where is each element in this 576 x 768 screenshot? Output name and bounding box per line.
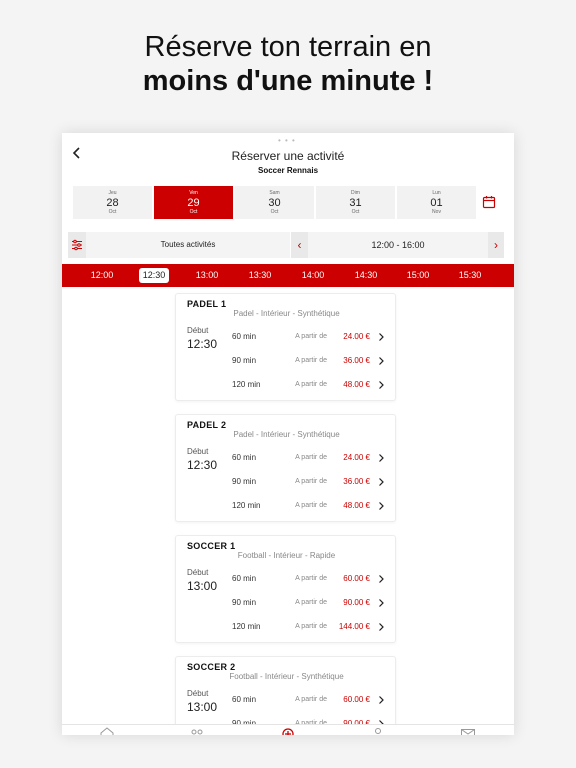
day-name: Ven [189, 190, 198, 196]
chevron-right-icon [378, 622, 385, 632]
time-range-prev-button[interactable]: ‹ [291, 232, 308, 258]
price: 36.00 € [343, 356, 370, 365]
price-prefix: A partir de [295, 357, 327, 364]
duration-label: 60 min [232, 453, 257, 462]
court-details: Football - Intérieur - Rapide [237, 551, 336, 560]
price-prefix: A partir de [295, 333, 327, 340]
day-item[interactable] [397, 186, 476, 219]
price-prefix: A partir de [295, 599, 327, 606]
duration-label: 120 min [232, 501, 261, 510]
profile-icon[interactable] [370, 725, 386, 735]
chevron-right-icon [378, 574, 385, 584]
hero [0, 30, 576, 98]
day-number: 30 [268, 197, 281, 209]
price: 90.00 € [343, 598, 370, 607]
day-number: 28 [106, 197, 119, 209]
hero-title-line2: moins d'une minute ! [142, 65, 434, 97]
time-slot[interactable]: 15:00 [406, 270, 430, 280]
price-prefix: A partir de [295, 696, 327, 703]
day-name: Sam [269, 190, 280, 196]
chevron-right-icon [378, 332, 385, 342]
home-icon[interactable] [99, 725, 115, 735]
day-selector [73, 186, 476, 219]
time-range-label: 12:00 - 16:00 [308, 232, 488, 258]
time-slot[interactable]: 14:30 [354, 270, 378, 280]
duration-label: 90 min [232, 598, 257, 607]
duration-option[interactable] [176, 451, 397, 465]
app-screen [62, 133, 514, 735]
day-item[interactable] [73, 186, 152, 219]
price-prefix: A partir de [295, 478, 327, 485]
time-slot[interactable]: 13:30 [248, 270, 272, 280]
time-slot-selected[interactable]: 12:30 [139, 268, 169, 283]
duration-option[interactable] [176, 499, 397, 513]
duration-option[interactable] [176, 693, 397, 707]
court-name: PADEL 1 [187, 299, 227, 309]
duration-label: 90 min [232, 477, 257, 486]
start-label: Début [187, 447, 209, 456]
day-month: Oct [351, 209, 360, 215]
price-prefix: A partir de [295, 623, 327, 630]
start-time: 13:00 [187, 700, 218, 714]
day-item-selected[interactable] [154, 186, 233, 219]
chevron-right-icon [378, 695, 385, 705]
chevron-right-icon [378, 598, 385, 608]
price-prefix: A partir de [295, 502, 327, 509]
time-slot[interactable]: 12:00 [90, 270, 114, 280]
court-details: Football - Intérieur - Synthétique [229, 672, 344, 681]
duration-option[interactable] [176, 475, 397, 489]
court-details: Padel - Intérieur - Synthétique [233, 430, 340, 439]
court-details: Padel - Intérieur - Synthétique [233, 309, 340, 318]
duration-option[interactable] [176, 620, 397, 634]
duration-label: 60 min [232, 332, 257, 341]
start-label: Début [187, 568, 209, 577]
duration-option[interactable] [176, 378, 397, 392]
duration-label: 60 min [232, 695, 257, 704]
start-time: 12:30 [187, 458, 218, 472]
duration-label: 90 min [232, 356, 257, 365]
court-card [175, 535, 396, 643]
group-icon[interactable] [189, 725, 205, 735]
day-name: Lun [432, 190, 441, 196]
calendar-icon[interactable] [482, 195, 496, 209]
time-slot-strip [62, 264, 514, 287]
chevron-right-icon [378, 501, 385, 511]
day-number: 01 [430, 197, 443, 209]
duration-option[interactable] [176, 354, 397, 368]
start-time: 13:00 [187, 579, 218, 593]
court-name: PADEL 2 [187, 420, 227, 430]
day-name: Dim [351, 190, 360, 196]
price: 60.00 € [343, 574, 370, 583]
time-slot[interactable]: 14:00 [301, 270, 325, 280]
start-time: 12:30 [187, 337, 218, 351]
court-name: SOCCER 2 [187, 662, 236, 672]
price: 144.00 € [338, 622, 370, 631]
chevron-right-icon [378, 453, 385, 463]
price-prefix: A partir de [295, 575, 327, 582]
duration-option[interactable] [176, 330, 397, 344]
duration-label: 120 min [232, 380, 261, 389]
mail-icon[interactable] [460, 725, 476, 735]
day-item[interactable] [316, 186, 395, 219]
day-item[interactable] [235, 186, 314, 219]
time-slot[interactable]: 13:00 [195, 270, 219, 280]
price-prefix: A partir de [295, 454, 327, 461]
sheet-grabber[interactable]: • • • [278, 136, 296, 145]
filter-icon[interactable] [68, 232, 86, 258]
hero-title-line1: Réserve ton terrain en [144, 31, 432, 63]
price: 60.00 € [343, 695, 370, 704]
day-month: Oct [270, 209, 279, 215]
price: 24.00 € [343, 453, 370, 462]
venue-name: Soccer Rennais [257, 166, 319, 175]
price: 24.00 € [343, 332, 370, 341]
day-month: Nov [432, 209, 441, 215]
start-label: Début [187, 326, 209, 335]
time-slot[interactable]: 15:30 [458, 270, 482, 280]
court-card [175, 293, 396, 401]
price-prefix: A partir de [295, 381, 327, 388]
chevron-right-icon [378, 380, 385, 390]
activity-select[interactable]: Toutes activités [86, 232, 290, 258]
start-label: Début [187, 689, 209, 698]
filter-bar [68, 232, 503, 258]
add-circle-icon[interactable] [280, 725, 296, 735]
chevron-right-icon [378, 356, 385, 366]
day-month: Oct [189, 209, 198, 215]
duration-label: 60 min [232, 574, 257, 583]
price: 36.00 € [343, 477, 370, 486]
court-name: SOCCER 1 [187, 541, 236, 551]
court-card [175, 414, 396, 522]
day-number: 29 [187, 197, 200, 209]
day-month: Oct [108, 209, 117, 215]
duration-option[interactable] [176, 596, 397, 610]
price: 48.00 € [343, 380, 370, 389]
day-name: Jeu [108, 190, 117, 196]
page-title: Réserver une activité [231, 149, 345, 163]
chevron-right-icon [378, 477, 385, 487]
day-number: 31 [349, 197, 362, 209]
duration-label: 120 min [232, 622, 261, 631]
tab-bar [62, 724, 514, 735]
time-range-next-button[interactable]: › [488, 232, 504, 258]
duration-option[interactable] [176, 572, 397, 586]
price: 48.00 € [343, 501, 370, 510]
